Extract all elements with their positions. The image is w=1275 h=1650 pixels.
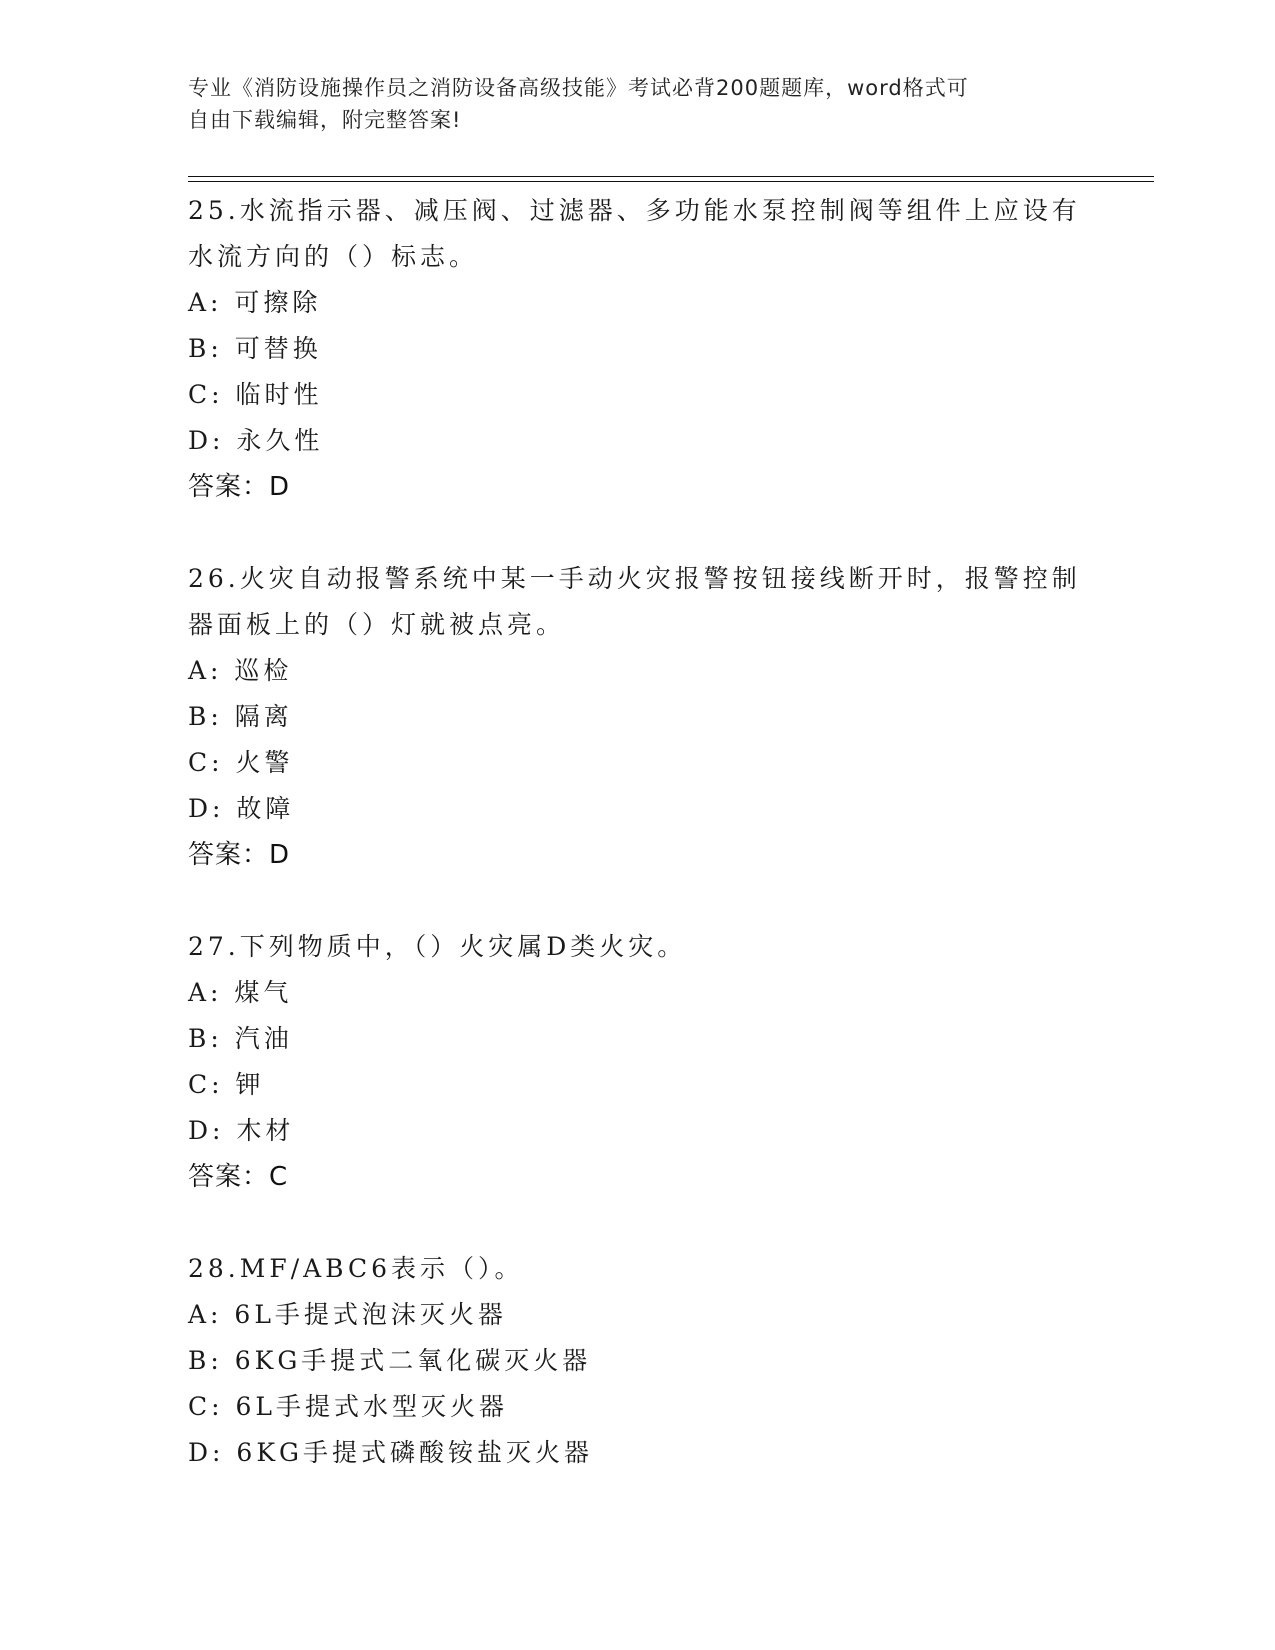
question-stem-line: 27.下列物质中，（）火灾属D类火灾。 bbox=[188, 932, 687, 961]
option-d: D: 故障 bbox=[188, 794, 295, 823]
answer-label: 答案：D bbox=[188, 840, 291, 870]
question-25 bbox=[188, 188, 1088, 510]
option-a: A: 煤气 bbox=[188, 978, 293, 1007]
answer-label: 答案：D bbox=[188, 472, 291, 502]
question-stem-line: 水流方向的（）标志。 bbox=[188, 242, 479, 271]
spacer bbox=[188, 1200, 1088, 1246]
header-divider-top bbox=[188, 176, 1154, 177]
option-a: A: 可擦除 bbox=[188, 288, 322, 317]
option-b: B: 隔离 bbox=[188, 702, 293, 731]
option-c: C: 临时性 bbox=[188, 380, 323, 409]
document-header bbox=[188, 72, 1088, 136]
question-28 bbox=[188, 1246, 1088, 1476]
header-line-1: 专业《消防设施操作员之消防设备高级技能》考试必背200题题库，word格式可 bbox=[188, 76, 969, 100]
option-d: D: 永久性 bbox=[188, 426, 324, 455]
option-c: C: 火警 bbox=[188, 748, 294, 777]
option-b: B: 可替换 bbox=[188, 334, 322, 363]
option-b: B: 汽油 bbox=[188, 1024, 293, 1053]
header-line-2: 自由下载编辑，附完整答案! bbox=[188, 108, 462, 132]
answer-label: 答案：C bbox=[188, 1162, 289, 1192]
option-a: A: 6L手提式泡沫灭火器 bbox=[188, 1300, 507, 1329]
option-d: D: 木材 bbox=[188, 1116, 295, 1145]
question-26 bbox=[188, 556, 1088, 878]
question-stem-line: 器面板上的（）灯就被点亮。 bbox=[188, 610, 566, 639]
option-c: C: 钾 bbox=[188, 1070, 265, 1099]
option-d: D: 6KG手提式磷酸铵盐灭火器 bbox=[188, 1438, 593, 1467]
spacer bbox=[188, 878, 1088, 924]
option-b: B: 6KG手提式二氧化碳灭火器 bbox=[188, 1346, 592, 1375]
question-stem-line: 25.水流指示器、减压阀、过滤器、多功能水泵控制阀等组件上应设有 bbox=[188, 196, 1081, 225]
spacer bbox=[188, 510, 1088, 556]
header-divider-bottom bbox=[188, 181, 1154, 182]
question-stem-line: 28.MF/ABC6表示（）。 bbox=[188, 1254, 524, 1283]
option-a: A: 巡检 bbox=[188, 656, 293, 685]
question-list bbox=[188, 188, 1088, 1476]
option-c: C: 6L手提式水型灭火器 bbox=[188, 1392, 509, 1421]
question-stem-line: 26.火灾自动报警系统中某一手动火灾报警按钮接线断开时，报警控制 bbox=[188, 564, 1081, 593]
question-27 bbox=[188, 924, 1088, 1200]
